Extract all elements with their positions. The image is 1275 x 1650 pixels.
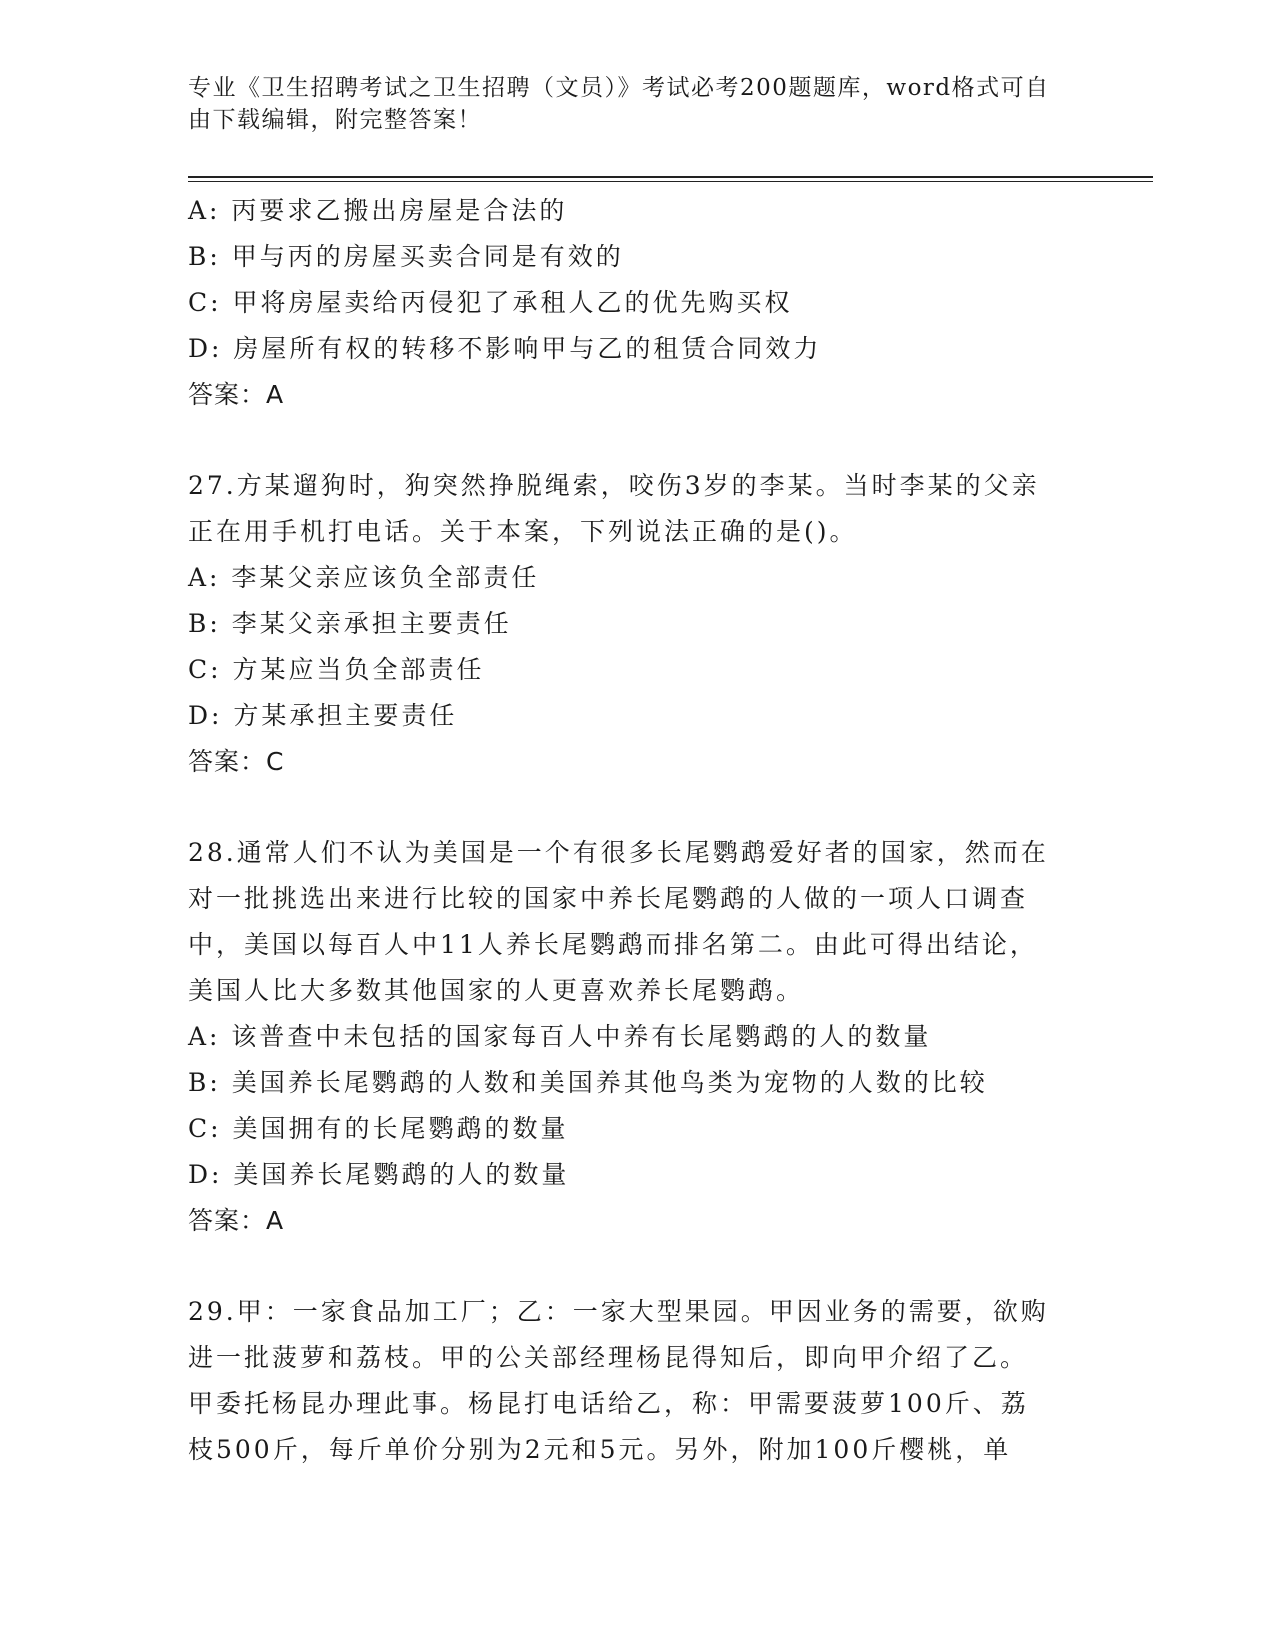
question-stem-line: 进一批菠萝和荔枝。甲的公关部经理杨昆得知后，即向甲介绍了乙。 [188, 1343, 1029, 1372]
question-27 [188, 463, 1088, 785]
header-divider-thick [188, 176, 1153, 178]
question-stem-line: 美国人比大多数其他国家的人更喜欢养长尾鹦鹉。 [188, 976, 805, 1005]
option-d: D: 房屋所有权的转移不影响甲与乙的租赁合同效力 [188, 334, 822, 363]
option-c: C: 美国拥有的长尾鹦鹉的数量 [188, 1114, 569, 1143]
option-b: B: 甲与丙的房屋买卖合同是有效的 [188, 242, 624, 271]
answer-text: 答案：A [188, 380, 285, 409]
question-stem-line: 28.通常人们不认为美国是一个有很多长尾鹦鹉爱好者的国家，然而在 [188, 838, 1049, 867]
question-stem-line: 甲委托杨昆办理此事。杨昆打电话给乙，称：甲需要菠萝100斤、荔 [188, 1389, 1029, 1418]
section-spacer [188, 785, 1088, 830]
question-29 [188, 1289, 1088, 1473]
question-26 [188, 188, 1088, 418]
question-stem-line: 正在用手机打电话。关于本案，下列说法正确的是()。 [188, 517, 858, 546]
option-a: A: 该普查中未包括的国家每百人中养有长尾鹦鹉的人的数量 [188, 1022, 932, 1051]
option-b: B: 李某父亲承担主要责任 [188, 609, 512, 638]
question-stem-line: 对一批挑选出来进行比较的国家中养长尾鹦鹉的人做的一项人口调查 [188, 884, 1029, 913]
header-divider-thin [188, 181, 1153, 182]
option-c: C: 方某应当负全部责任 [188, 655, 485, 684]
option-b: B: 美国养长尾鹦鹉的人数和美国养其他鸟类为宠物的人数的比较 [188, 1068, 988, 1097]
question-stem-line: 27.方某遛狗时，狗突然挣脱绳索，咬伤3岁的李某。当时李某的父亲 [188, 471, 1040, 500]
answer-text: 答案：A [188, 1206, 285, 1235]
document-header [188, 72, 1068, 136]
option-a: A: 李某父亲应该负全部责任 [188, 563, 540, 592]
section-spacer [188, 1244, 1088, 1289]
question-28 [188, 830, 1088, 1244]
option-c: C: 甲将房屋卖给丙侵犯了承租人乙的优先购买权 [188, 288, 793, 317]
question-stem-line: 中，美国以每百人中11人养长尾鹦鹉而排名第二。由此可得出结论， [188, 930, 1038, 959]
option-d: D: 美国养长尾鹦鹉的人的数量 [188, 1160, 570, 1189]
section-spacer [188, 418, 1088, 463]
option-d: D: 方某承担主要责任 [188, 701, 458, 730]
question-stem-line: 枝500斤，每斤单价分别为2元和5元。另外，附加100斤樱桃，单 [188, 1435, 1012, 1464]
header-line-1: 专业《卫生招聘考试之卫生招聘（文员）》考试必考200题题库，word格式可自 [188, 75, 1050, 101]
question-list [188, 188, 1088, 1473]
answer-text: 答案：C [188, 747, 285, 776]
option-a: A: 丙要求乙搬出房屋是合法的 [188, 196, 568, 225]
question-stem-line: 29.甲：一家食品加工厂；乙：一家大型果园。甲因业务的需要，欲购 [188, 1297, 1049, 1326]
header-line-2: 由下载编辑，附完整答案！ [188, 107, 482, 133]
